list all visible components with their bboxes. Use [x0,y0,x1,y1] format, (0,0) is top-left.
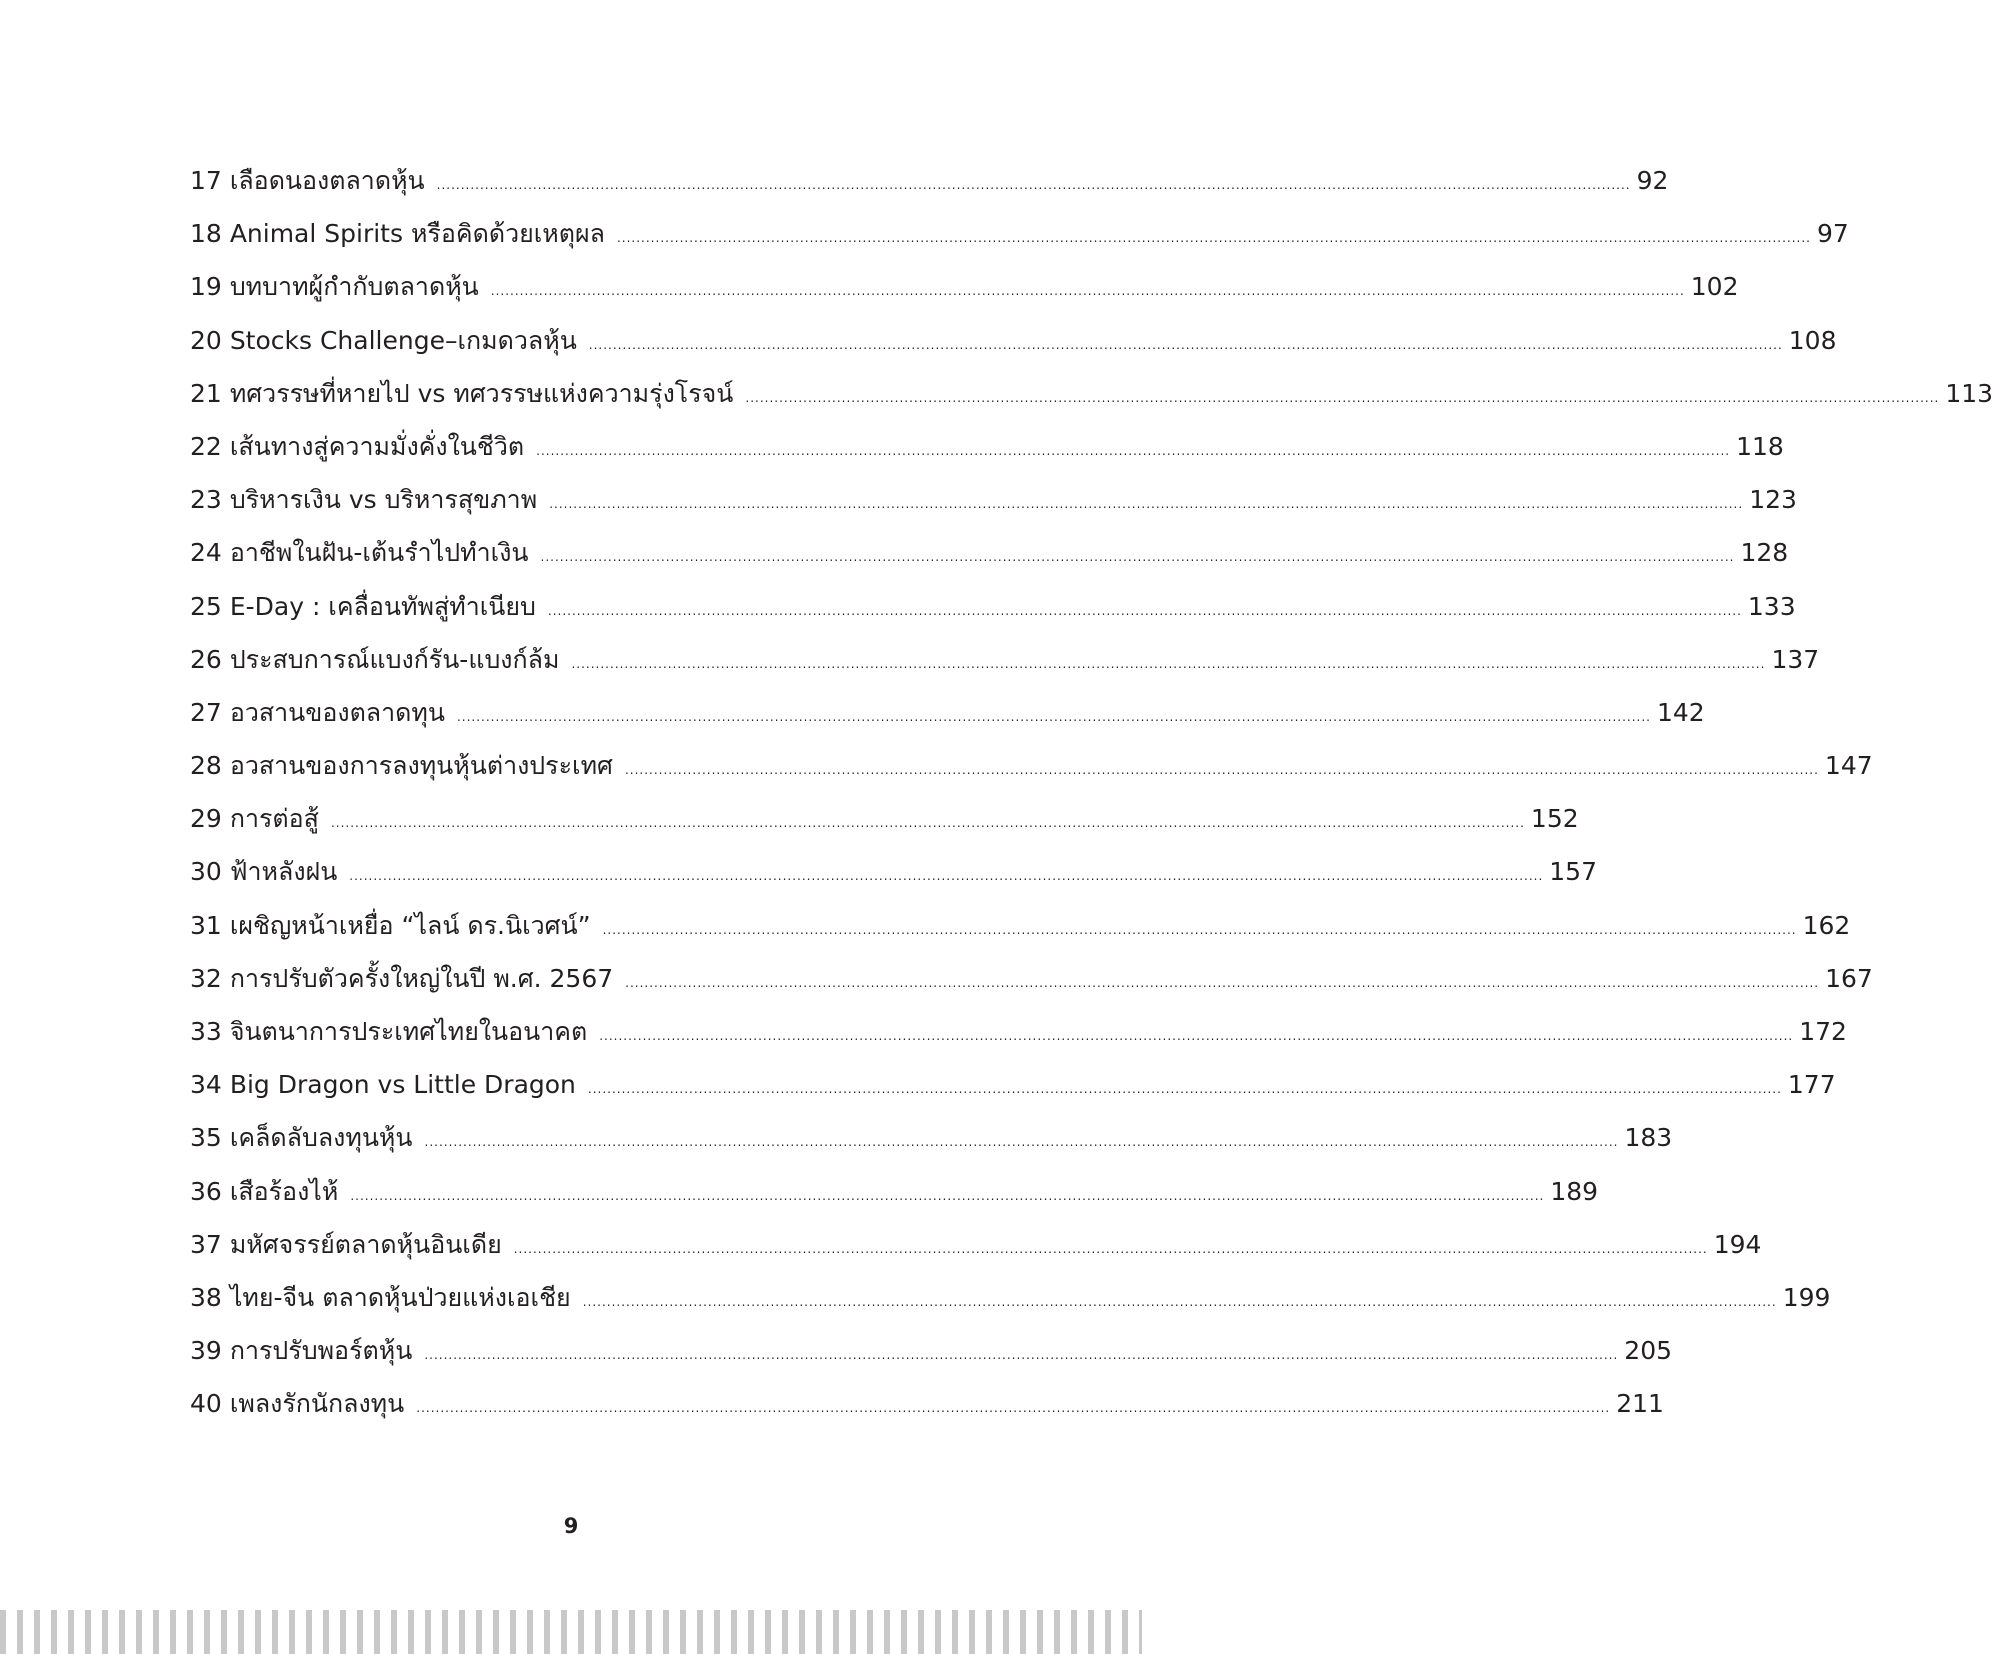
chapter-page: 162 [1802,910,1851,940]
chapter-number: 37 [190,1229,222,1259]
dot-leader: ........................................................................................................................................................................................................................................................ [599,1029,1794,1043]
toc-entry[interactable] [190,1117,1673,1170]
chapter-title: เสือร้องไห้ [229,1176,339,1206]
toc-entry[interactable] [190,532,1789,585]
chapter-title: อาชีพในฝัน-เต้นรำไปทำเงิน [229,538,529,568]
chapter-number: 38 [190,1282,222,1312]
chapter-title: ประสบการณ์แบงก์รัน-แบงก์ล้ม [229,644,560,674]
dot-leader: ........................................................................................................................................................................................................................................................ [540,550,1735,565]
chapter-number: 29 [190,804,222,834]
toc-entry[interactable] [190,160,1669,213]
chapter-title: Animal Spirits หรือคิดด้วยเหตุผล [229,219,605,249]
chapter-page: 189 [1550,1176,1599,1206]
chapter-title: เพลงรักนักลงทุน [229,1389,405,1419]
chapter-number: 26 [190,644,222,674]
toc-entry[interactable] [190,426,1784,479]
chapter-title: บทบาทผู้กำกับตลาดหุ้น [229,272,479,302]
chapter-page: 123 [1749,485,1797,515]
chapter-page: 194 [1713,1229,1762,1259]
chapter-title: บริหารเงิน vs บริหารสุขภาพ [229,485,538,515]
chapter-title: เผชิญหน้าเหยื่อ “ไลน์ ดร.นิเวศน์” [229,910,591,940]
chapter-page: 152 [1530,804,1579,834]
chapter-title: E-Day : เคลื่อนทัพสู่ทำเนียบ [229,591,536,621]
dot-leader: ........................................................................................................................................................................................................................................................ [745,390,1940,405]
chapter-title: อวสานของตลาดทุน [229,697,445,727]
toc-entry[interactable] [190,692,1705,745]
chapter-title: อวสานของการลงทุนหุ้นต่างประเทศ [229,751,613,781]
toc-entry[interactable] [190,1171,1599,1224]
toc-entry[interactable] [190,1383,1664,1436]
dot-leader: ........................................................................................................................................................................................................................................................ [549,497,1744,512]
chapter-title: ฟ้าหลังฝน [229,857,338,887]
chapter-page: 157 [1549,857,1597,887]
dot-leader: ........................................................................................................................................................................................................................................................ [490,284,1685,299]
chapter-number: 22 [190,431,222,461]
toc-entry[interactable] [190,586,1796,639]
chapter-page: 177 [1787,1070,1836,1100]
dot-leader: ........................................................................................................................................................................................................................................................ [349,869,1544,884]
chapter-title: ทศวรรษที่หายไป vs ทศวรรษแห่งความรุ่งโรจน์ [229,378,734,408]
chapter-number: 25 [190,591,222,621]
chapter-page: 142 [1656,697,1705,727]
toc-entry[interactable] [190,266,1739,319]
dot-leader: ........................................................................................................................................................................................................................................................ [424,1135,1619,1150]
chapter-number: 28 [190,751,222,781]
toc-entry[interactable] [190,213,1849,266]
dot-leader: ........................................................................................................................................................................................................................................................ [513,1241,1708,1256]
chapter-title: การปรับตัวครั้งใหญ่ในปี พ.ศ. 2567 [229,963,614,993]
chapter-page: 172 [1799,1017,1847,1046]
chapter-page: 147 [1824,751,1873,781]
dot-leader: ........................................................................................................................................................................................................................................................ [624,763,1819,778]
toc-entry[interactable] [190,1011,1847,1064]
chapter-title: Stocks Challenge–เกมดวลหุ้น [229,325,577,355]
chapter-page: 205 [1624,1336,1673,1366]
toc-entry[interactable] [190,1064,1836,1117]
chapter-number: 34 [190,1070,222,1100]
chapter-page: 199 [1782,1282,1831,1312]
chapter-title: เคล็ดลับลงทุนหุ้น [229,1123,413,1153]
chapter-number: 23 [190,485,222,515]
dot-leader: ........................................................................................................................................................................................................................................................ [536,443,1731,458]
decorative-stripe-border [0,1610,1142,1654]
chapter-title: เลือดนองตลาดหุ้น [229,166,425,195]
chapter-number: 33 [190,1017,222,1046]
dot-leader: ........................................................................................................................................................................................................................................................ [416,1401,1611,1416]
chapter-page: 108 [1788,325,1837,355]
toc-entry[interactable] [190,373,1993,426]
toc-entry[interactable] [190,958,1873,1011]
chapter-number: 35 [190,1123,222,1153]
chapter-page: 118 [1736,431,1784,461]
dot-leader: ........................................................................................................................................................................................................................................................ [571,656,1766,671]
toc-entry[interactable] [190,479,1797,532]
chapter-number: 36 [190,1176,222,1206]
chapter-number: 17 [190,166,222,195]
chapter-number: 32 [190,963,222,993]
toc-entry[interactable] [190,905,1851,958]
chapter-number: 19 [190,272,222,302]
chapter-page: 128 [1740,538,1789,568]
chapter-number: 20 [190,325,222,355]
chapter-title: Big Dragon vs Little Dragon [229,1070,576,1100]
toc-entry[interactable] [190,1224,1762,1277]
chapter-page: 113 [1945,378,1993,408]
dot-leader: ........................................................................................................................................................................................................................................................ [456,709,1651,724]
chapter-number: 21 [190,378,222,408]
toc-entry[interactable] [190,745,1873,798]
dot-leader: ........................................................................................................................................................................................................................................................ [587,1082,1782,1097]
dot-leader: ........................................................................................................................................................................................................................................................ [616,231,1811,246]
chapter-number: 40 [190,1389,222,1419]
toc-entry[interactable] [190,1330,1673,1383]
toc-entry[interactable] [190,1277,1831,1330]
chapter-title: จินตนาการประเทศไทยในอนาคต [229,1017,588,1046]
chapter-page: 137 [1771,644,1820,674]
chapter-title: ไทย-จีน ตลาดหุ้นป่วยแห่งเอเชีย [229,1282,571,1312]
toc-entry[interactable] [190,851,1597,904]
dot-leader: ........................................................................................................................................................................................................................................................ [588,337,1783,352]
chapter-number: 24 [190,538,222,568]
chapter-page: 167 [1825,963,1873,993]
chapter-number: 27 [190,697,222,727]
chapter-title: การต่อสู้ [229,804,319,834]
dot-leader: ........................................................................................................................................................................................................................................................ [436,178,1631,192]
chapter-page: 92 [1636,166,1669,195]
toc-entry[interactable] [190,798,1579,851]
chapter-number: 18 [190,219,222,249]
chapter-page: 133 [1747,591,1796,621]
chapter-page: 183 [1624,1123,1673,1153]
chapter-page: 211 [1616,1389,1664,1419]
chapter-number: 39 [190,1336,222,1366]
dot-leader: ........................................................................................................................................................................................................................................................ [582,1294,1777,1309]
chapter-number: 31 [190,910,222,940]
chapter-title: เส้นทางสู่ความมั่งคั่งในชีวิต [229,431,525,461]
chapter-title: การปรับพอร์ตหุ้น [229,1336,413,1366]
dot-leader: ........................................................................................................................................................................................................................................................ [424,1348,1619,1363]
chapter-title: มหัศจรรย์ตลาดหุ้นอินเดีย [229,1229,502,1259]
dot-leader: ........................................................................................................................................................................................................................................................ [625,975,1820,990]
page-number: 9 [563,1514,579,1538]
dot-leader: ........................................................................................................................................................................................................................................................ [330,816,1525,831]
table-of-contents [190,160,1993,1437]
dot-leader: ........................................................................................................................................................................................................................................................ [350,1188,1545,1203]
dot-leader: ........................................................................................................................................................................................................................................................ [547,603,1742,618]
toc-entry[interactable] [190,639,1820,692]
chapter-page: 97 [1816,219,1849,249]
chapter-page: 102 [1690,272,1739,302]
dot-leader: ........................................................................................................................................................................................................................................................ [602,922,1797,937]
chapter-number: 30 [190,857,222,887]
toc-entry[interactable] [190,320,1837,373]
